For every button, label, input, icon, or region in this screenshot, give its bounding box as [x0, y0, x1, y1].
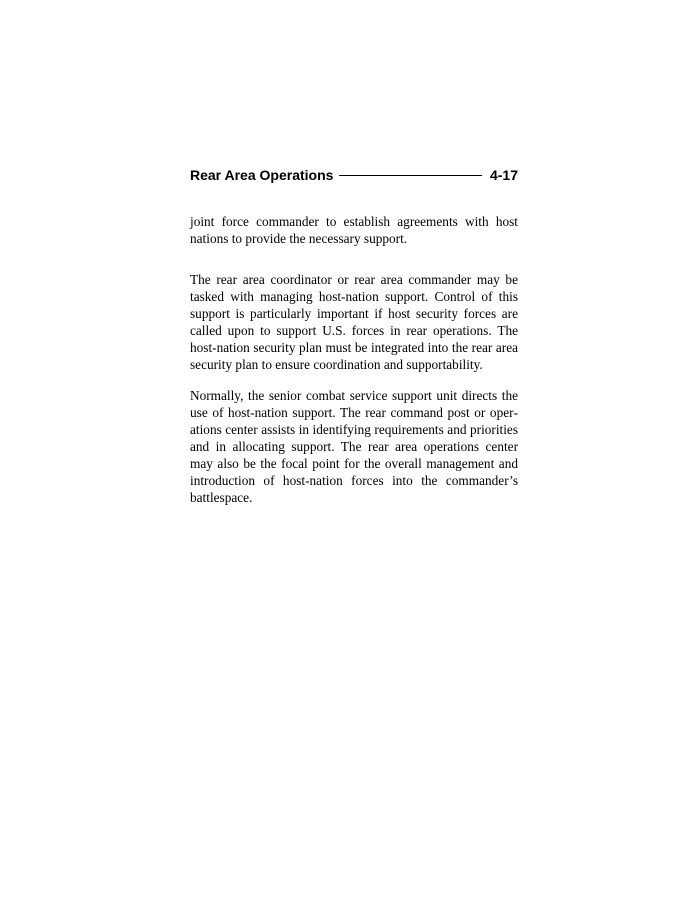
page-number: 4-17 [489, 167, 518, 183]
paragraph: The rear area coordinator or rear area commander may be tasked with managing host-nation support. Control of this support is particularly important if host security forces are called upon to support U.S. forces in rear operations. The host-nation security plan must be integrated into the rear area security plan to ensure coordination and supportability. [190, 272, 518, 372]
chapter-title: Rear Area Operations [190, 167, 334, 183]
paragraph-2-block [190, 271, 518, 373]
running-header [190, 166, 518, 184]
header-rule [339, 175, 482, 176]
paragraph: Normally, the senior combat service support unit directs the use of host-nation support. The rear command post or operations center assists in identifying requirements and priorities and in allocating support. The rear area operations center may also be the focal point for the overall management and introduction of host-nation forces into the commander’s battlespace. [190, 388, 518, 505]
paragraph: joint force commander to establish agreements with host nations to provide the necessary support. [190, 214, 518, 246]
paragraph-1-block [190, 213, 518, 247]
paragraph-3-block [190, 387, 518, 506]
